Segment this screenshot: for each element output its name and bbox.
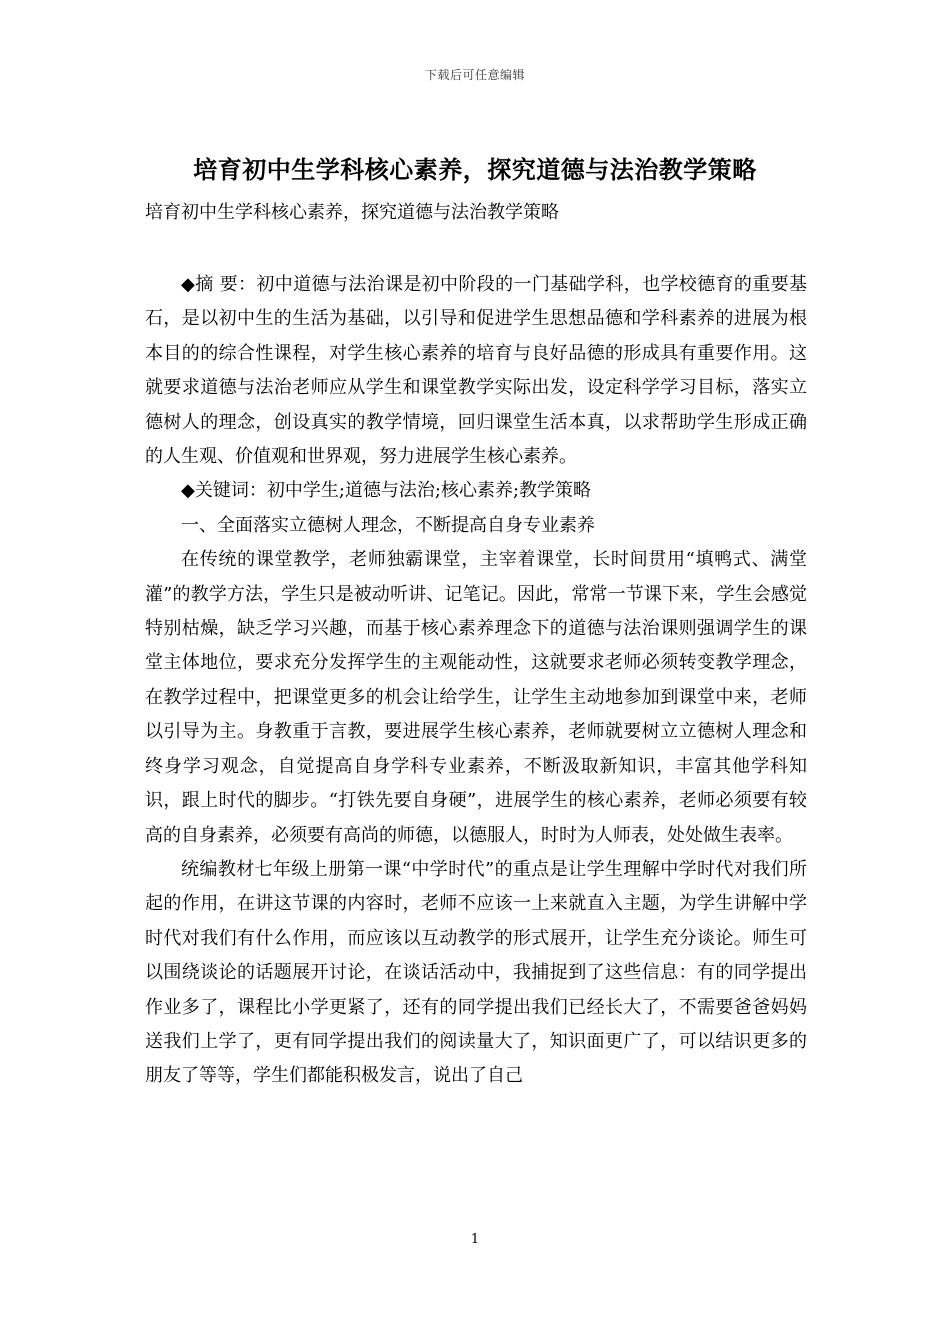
document-title: 培育初中生学科核心素养，探究道德与法治教学策略 — [193, 155, 757, 184]
abstract-paragraph: ◆摘 要：初中道德与法治课是初中阶段的一门基础学科，也学校德育的重要基石，是以初中生的生活为基础，以引导和促进学生思想品德和学科素养的进展为根本目的的综合性课程，对学生核心素养的培育与良好品德的形成具有重要作用。这就要求道德与法治老师应从学生和课堂教学实际出发，设定科学学习目标，落实立德树人的理念，创设真实的教学情境，回归课堂生活本真，以求帮助学生形成正确的人生观、价值观和世界观，努力进展学生核心素养。 — [145, 274, 807, 468]
body-paragraph: 在传统的课堂教学，老师独霸课堂，主宰着课堂，长时间贯用“填鸭式、满堂灌”的教学方法，学生只是被动听讲、记笔记。因此，常常一节课下来，学生会感觉特别枯燥，缺乏学习兴趣，而基于核心素养理念下的道德与法治课则强调学生的课堂主体地位，要求充分发挥学生的主观能动性，这就要求老师必须转变教学理念，在教学过程中，把课堂更多的机会让给学生，让学生主动地参加到课堂中来，老师以引导为主。身教重于言教，要进展学生核心素养，老师就要树立立德树人理念和终身学习观念，自觉提高自身学科专业素养，不断汲取新知识，丰富其他学科知识，跟上时代的脚步。“打铁先要自身硬”，进展学生的核心素养，老师必须要有较高的自身素养，必须要有高尚的师德，以德服人，时时为人师表，处处做生表率。 — [145, 549, 807, 846]
document-subtitle: 培育初中生学科核心素养，探究道德与法治教学策略 — [145, 202, 559, 223]
header-note: 下载后可任意编辑 — [424, 68, 525, 82]
page-number: 1 — [470, 1232, 480, 1247]
section-heading: 一、全面落实立德树人理念，不断提高自身专业素养 — [181, 514, 595, 536]
keywords-paragraph: ◆关键词：初中学生;道德与法治;核心素养;教学策略 — [181, 480, 592, 502]
body-paragraph: 统编教材七年级上册第一课“中学时代”的重点是让学生理解中学时代对我们所起的作用，在讲这节课的内容时，老师不应该一上来就直入主题，为学生讲解中学时代对我们有什么作用，而应该以互动教学的形式展开，让学生充分谈论。师生可以围绕谈论的话题展开讨论，在谈话活动中，我捕捉到了这些信息：有的同学提出作业多了，课程比小学更紧了，还有的同学提出我们已经长大了，不需要爸爸妈妈送我们上学了，更有同学提出我们的阅读量大了，知识面更广了，可以结识更多的朋友了等等，学生们都能积极发言，说出了自己 — [145, 858, 807, 1087]
document-body — [145, 268, 807, 1094]
